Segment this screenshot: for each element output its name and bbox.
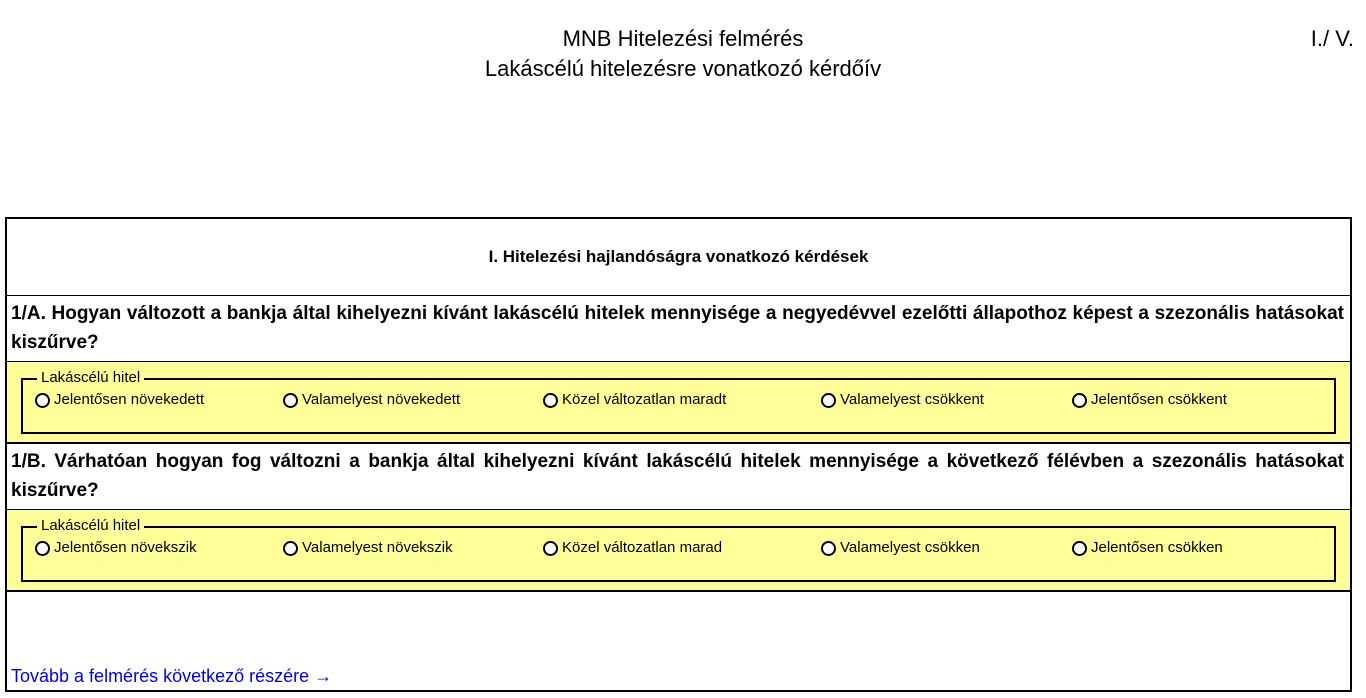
radio-option-1b-1[interactable] bbox=[35, 538, 197, 558]
section-title: I. Hitelezési hajlandóságra vonatkozó kérdések bbox=[488, 247, 869, 266]
page-code: I./ V. bbox=[1310, 26, 1354, 51]
radio-button-icon[interactable] bbox=[821, 393, 836, 408]
radio-options bbox=[23, 390, 1334, 414]
radio-label: Jelentősen csökkent bbox=[1091, 391, 1227, 408]
radio-button-icon[interactable] bbox=[543, 393, 558, 408]
radio-option-1b-3[interactable] bbox=[543, 538, 722, 558]
radio-button-icon[interactable] bbox=[35, 393, 50, 408]
radio-label: Jelentősen csökken bbox=[1091, 539, 1223, 556]
radio-option-1b-4[interactable] bbox=[821, 538, 980, 558]
radio-button-icon[interactable] bbox=[1072, 393, 1087, 408]
radio-option-1a-1[interactable] bbox=[35, 390, 204, 410]
questionnaire-title: Lakáscélú hitelezésre vonatkozó kérdőív bbox=[484, 56, 882, 81]
radio-label: Valamelyest növekedett bbox=[302, 391, 461, 408]
next-section-link[interactable]: Tovább a felmérés következő részére → bbox=[11, 666, 333, 686]
radio-option-1a-2[interactable] bbox=[283, 390, 460, 410]
radio-label: Valamelyest növekszik bbox=[302, 539, 453, 556]
radio-group-frame bbox=[21, 517, 1336, 582]
radio-button-icon[interactable] bbox=[283, 541, 298, 556]
radio-label: Közel változatlan maradt bbox=[562, 391, 727, 408]
radio-button-icon[interactable] bbox=[821, 541, 836, 556]
survey-title: MNB Hitelezési felmérés bbox=[562, 26, 804, 51]
radio-option-1b-2[interactable] bbox=[283, 538, 453, 558]
radio-button-icon[interactable] bbox=[35, 541, 50, 556]
radio-button-icon[interactable] bbox=[283, 393, 298, 408]
radio-button-icon[interactable] bbox=[1072, 541, 1087, 556]
radio-button-icon[interactable] bbox=[543, 541, 558, 556]
answer-group-1a bbox=[7, 362, 1350, 444]
radio-label: Jelentősen növekedett bbox=[54, 391, 205, 408]
radio-option-1a-4[interactable] bbox=[821, 390, 984, 410]
group-label: Lakáscélú hitel bbox=[37, 369, 144, 387]
page-title bbox=[0, 24, 1366, 84]
radio-option-1a-3[interactable] bbox=[543, 390, 726, 410]
radio-label: Valamelyest csökken bbox=[840, 539, 980, 556]
radio-group-frame bbox=[21, 369, 1336, 434]
radio-options bbox=[23, 538, 1334, 562]
answer-group-1b bbox=[7, 510, 1350, 592]
question-1b: 1/B. Várhatóan hogyan fog változni a bankja által kihelyezni kívánt lakáscélú hitelek mennyisége a következő félévben a szezonális hatásokat kiszűrve? bbox=[7, 444, 1350, 510]
survey-form bbox=[5, 217, 1352, 692]
group-label: Lakáscélú hitel bbox=[37, 517, 144, 535]
radio-label: Jelentősen növekszik bbox=[54, 539, 197, 556]
radio-option-1a-5[interactable] bbox=[1072, 390, 1227, 410]
radio-label: Valamelyest csökkent bbox=[840, 391, 984, 408]
radio-label: Közel változatlan marad bbox=[562, 539, 723, 556]
question-1a: 1/A. Hogyan változott a bankja által kihelyezni kívánt lakáscélú hitelek mennyisége a negyedévvel ezelőtti állapothoz képest a szezonális hatásokat kiszűrve? bbox=[7, 295, 1350, 362]
radio-option-1b-5[interactable] bbox=[1072, 538, 1223, 558]
